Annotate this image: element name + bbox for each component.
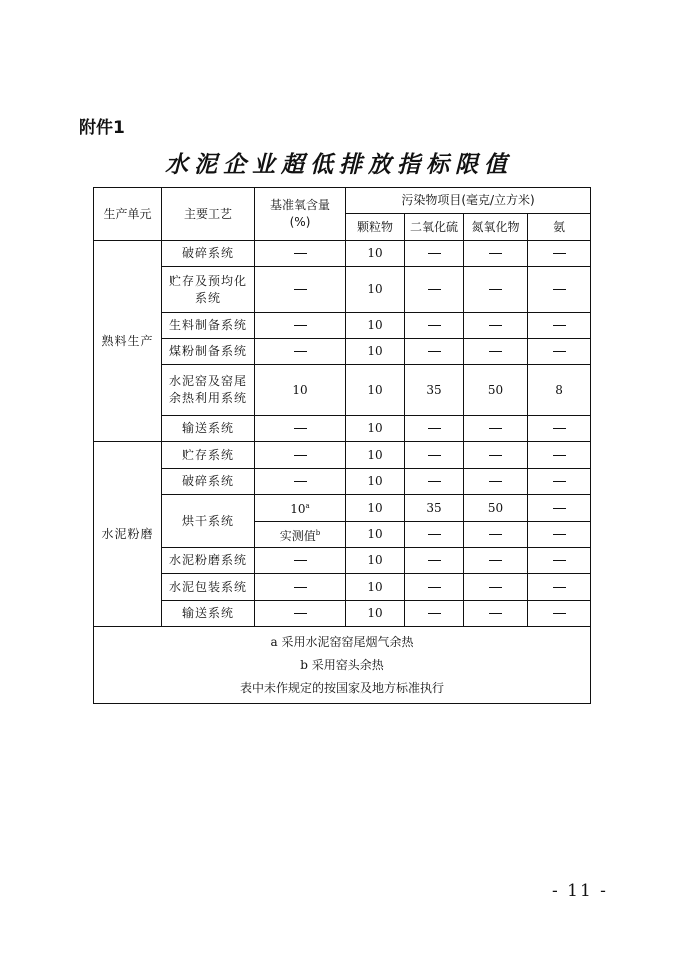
particulate-cell: 10 [346, 574, 405, 601]
particulate-cell: 10 [346, 548, 405, 574]
dash-mark [489, 253, 502, 254]
dash-mark [294, 481, 307, 482]
oxygen-cell [255, 495, 346, 522]
dash-mark [428, 253, 441, 254]
so2-cell [405, 574, 464, 601]
nox-cell [464, 416, 528, 442]
notes-cell [94, 627, 591, 704]
dash-mark [489, 351, 502, 352]
process-cell: 输送系统 [162, 416, 255, 442]
process-cell: 烘干系统 [162, 495, 255, 548]
process-cell: 破碎系统 [162, 469, 255, 495]
table-row [94, 339, 591, 365]
header-so2: 二氧化硫 [405, 214, 464, 241]
ammonia-cell [528, 522, 591, 548]
so2-cell [405, 522, 464, 548]
so2-cell [405, 442, 464, 469]
emission-limits-table [93, 187, 591, 704]
nox-cell [464, 574, 528, 601]
header-ammonia: 氨 [528, 214, 591, 241]
dash-mark [489, 587, 502, 588]
process-cell: 水泥窑及窑尾余热利用系统 [162, 365, 255, 416]
ammonia-cell [528, 574, 591, 601]
dash-mark [428, 560, 441, 561]
dash-mark [553, 481, 566, 482]
ammonia-cell [528, 416, 591, 442]
dash-mark [553, 253, 566, 254]
dash-mark [294, 587, 307, 588]
oxygen-cell [255, 416, 346, 442]
ammonia-cell [528, 495, 591, 522]
ammonia-cell [528, 601, 591, 627]
dash-mark [553, 560, 566, 561]
dash-mark [428, 325, 441, 326]
dash-mark [553, 455, 566, 456]
nox-cell [464, 522, 528, 548]
ammonia-cell [528, 469, 591, 495]
table-row [94, 548, 591, 574]
dash-mark [294, 455, 307, 456]
production-unit-cell: 水泥粉磨 [94, 442, 162, 627]
particulate-cell: 10 [346, 416, 405, 442]
attachment-label: 附件1 [79, 118, 125, 138]
particulate-cell: 10 [346, 267, 405, 313]
process-cell: 生料制备系统 [162, 313, 255, 339]
dash-mark [489, 455, 502, 456]
table-row [94, 442, 591, 469]
dash-mark [553, 428, 566, 429]
oxygen-value: 10 [290, 502, 306, 516]
ammonia-cell: 8 [528, 365, 591, 416]
dash-mark [553, 613, 566, 614]
dash-mark [294, 325, 307, 326]
table-row [94, 241, 591, 267]
ammonia-cell [528, 267, 591, 313]
page-number: - 11 - [552, 881, 608, 901]
oxygen-value: 实测值 [279, 528, 316, 543]
nox-cell [464, 601, 528, 627]
oxygen-cell [255, 339, 346, 365]
oxygen-cell [255, 241, 346, 267]
header-pollutants: 污染物项目(毫克/立方米) [346, 188, 591, 214]
dash-mark [294, 428, 307, 429]
particulate-cell: 10 [346, 442, 405, 469]
ammonia-cell [528, 548, 591, 574]
dash-mark [294, 253, 307, 254]
header-main-process: 主要工艺 [162, 188, 255, 241]
table-row [94, 313, 591, 339]
header-nox: 氮氧化物 [464, 214, 528, 241]
dash-mark [553, 289, 566, 290]
dash-mark [553, 325, 566, 326]
particulate-cell: 10 [346, 365, 405, 416]
table-note: 表中未作规定的按国家及地方标准执行 [240, 681, 445, 695]
ammonia-cell [528, 339, 591, 365]
table-row [94, 495, 591, 522]
table-row [94, 601, 591, 627]
production-unit-cell: 熟料生产 [94, 241, 162, 442]
table-row [94, 469, 591, 495]
process-cell: 贮存及预均化系统 [162, 267, 255, 313]
so2-cell [405, 416, 464, 442]
oxygen-cell [255, 442, 346, 469]
oxygen-cell [255, 574, 346, 601]
particulate-cell: 10 [346, 339, 405, 365]
nox-cell [464, 442, 528, 469]
process-cell: 输送系统 [162, 601, 255, 627]
dash-mark [428, 289, 441, 290]
dash-mark [489, 560, 502, 561]
oxygen-cell [255, 548, 346, 574]
nox-cell: 50 [464, 365, 528, 416]
dash-mark [428, 351, 441, 352]
dash-mark [294, 560, 307, 561]
table-row [94, 574, 591, 601]
table-note: a 采用水泥窑窑尾烟气余热 [270, 635, 414, 649]
nox-cell [464, 469, 528, 495]
oxygen-cell [255, 601, 346, 627]
table-row [94, 365, 591, 416]
header-production-unit: 生产单元 [94, 188, 162, 241]
nox-cell [464, 267, 528, 313]
so2-cell [405, 313, 464, 339]
dash-mark [428, 481, 441, 482]
so2-cell [405, 469, 464, 495]
particulate-cell: 10 [346, 601, 405, 627]
so2-cell [405, 601, 464, 627]
nox-cell [464, 548, 528, 574]
nox-cell [464, 241, 528, 267]
so2-cell [405, 241, 464, 267]
particulate-cell: 10 [346, 241, 405, 267]
dash-mark [428, 428, 441, 429]
dash-mark [489, 613, 502, 614]
dash-mark [489, 289, 502, 290]
so2-cell: 35 [405, 495, 464, 522]
header-particulate: 颗粒物 [346, 214, 405, 241]
ammonia-cell [528, 442, 591, 469]
dash-mark [294, 289, 307, 290]
header-reference-oxygen [255, 188, 346, 241]
footnote-marker: a [305, 502, 310, 510]
nox-cell [464, 313, 528, 339]
dash-mark [553, 534, 566, 535]
particulate-cell: 10 [346, 522, 405, 548]
so2-cell: 35 [405, 365, 464, 416]
oxygen-cell [255, 313, 346, 339]
particulate-cell: 10 [346, 313, 405, 339]
dash-mark [428, 534, 441, 535]
oxygen-cell [255, 469, 346, 495]
header-oxygen-text: 基准氧含量 (%) [269, 198, 330, 229]
so2-cell [405, 339, 464, 365]
particulate-cell: 10 [346, 495, 405, 522]
notes-row [94, 627, 591, 704]
dash-mark [489, 534, 502, 535]
process-cell: 破碎系统 [162, 241, 255, 267]
particulate-cell: 10 [346, 469, 405, 495]
dash-mark [294, 613, 307, 614]
oxygen-cell [255, 267, 346, 313]
nox-cell [464, 339, 528, 365]
dash-mark [489, 428, 502, 429]
so2-cell [405, 548, 464, 574]
table-note: b 采用窑头余热 [300, 658, 384, 672]
oxygen-cell: 10 [255, 365, 346, 416]
so2-cell [405, 267, 464, 313]
dash-mark [553, 508, 566, 509]
footnote-marker: b [315, 528, 321, 537]
table-row [94, 267, 591, 313]
document-title: 水泥企业超低排放指标限值 [165, 151, 513, 178]
oxygen-cell [255, 522, 346, 548]
dash-mark [553, 351, 566, 352]
process-cell: 水泥包装系统 [162, 574, 255, 601]
process-cell: 煤粉制备系统 [162, 339, 255, 365]
process-cell: 贮存系统 [162, 442, 255, 469]
dash-mark [428, 455, 441, 456]
dash-mark [428, 587, 441, 588]
nox-cell: 50 [464, 495, 528, 522]
dash-mark [553, 587, 566, 588]
process-cell: 水泥粉磨系统 [162, 548, 255, 574]
dash-mark [428, 613, 441, 614]
dash-mark [489, 325, 502, 326]
dash-mark [294, 351, 307, 352]
ammonia-cell [528, 241, 591, 267]
dash-mark [489, 481, 502, 482]
table-row [94, 416, 591, 442]
ammonia-cell [528, 313, 591, 339]
